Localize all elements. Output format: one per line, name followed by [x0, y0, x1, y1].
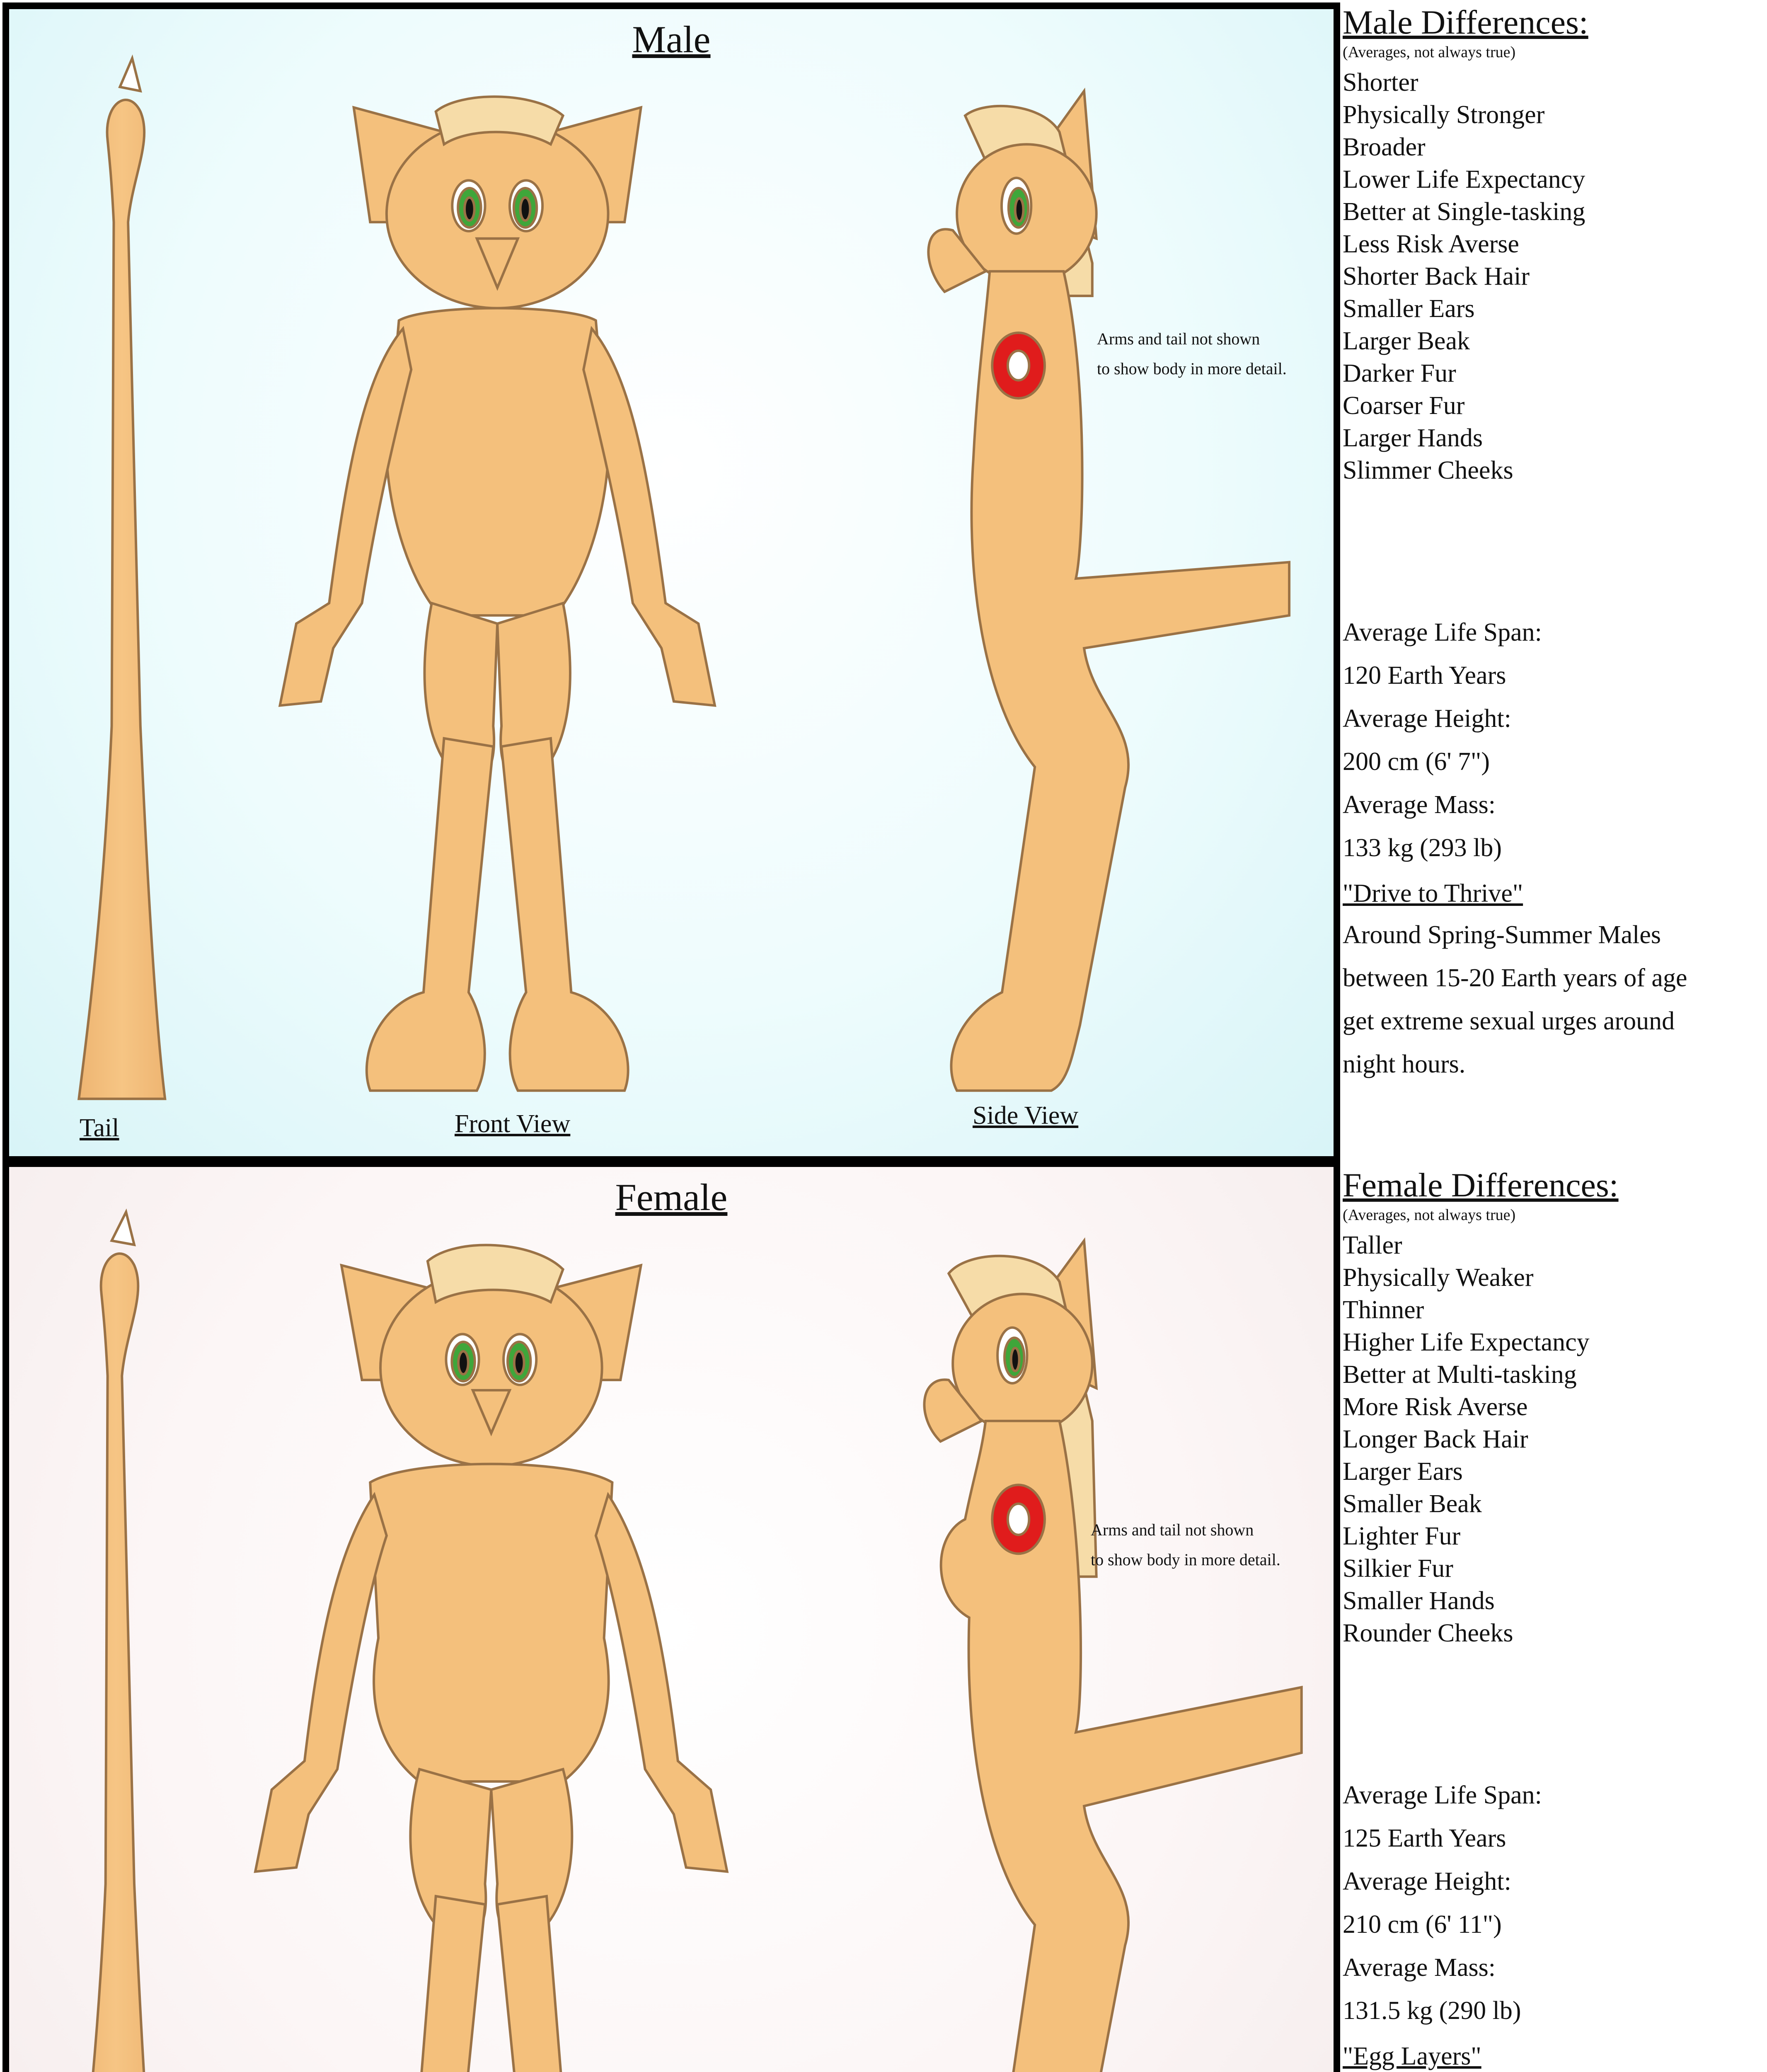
female-panel-title: Female [615, 1176, 728, 1218]
male-differences-column [1343, 2, 1767, 1086]
list-item: Coarser Fur [1343, 392, 1465, 420]
female-arms-note-line-1: Arms and tail not shown [1091, 1520, 1254, 1539]
male-side-view-label: Side View [973, 1101, 1079, 1130]
male-trait-line-3: get extreme sexual urges around [1343, 1007, 1675, 1035]
male-height-label: Average Height: [1343, 704, 1511, 733]
list-item: Longer Back Hair [1343, 1425, 1528, 1453]
list-item: Slimmer Cheeks [1343, 456, 1513, 484]
female-mass-value: 131.5 kg (290 lb) [1343, 1997, 1521, 2025]
female-mass-label: Average Mass: [1343, 1953, 1496, 1982]
female-tail-drawing [73, 1212, 159, 2072]
list-item: Darker Fur [1343, 359, 1456, 387]
spacer [1343, 1649, 1767, 1774]
male-mass-label: Average Mass: [1343, 791, 1496, 819]
list-item: Lighter Fur [1343, 1522, 1461, 1550]
list-item: Rounder Cheeks [1343, 1619, 1513, 1647]
list-item: Higher Life Expectancy [1343, 1328, 1590, 1356]
female-trait-title: "Egg Layers" [1343, 2042, 1481, 2070]
female-arms-note [1091, 1515, 1280, 1575]
list-item: Better at Single-tasking [1343, 198, 1585, 226]
male-tail-label: Tail [80, 1114, 119, 1142]
female-life-span-value: 125 Earth Years [1343, 1824, 1506, 1852]
male-trait-line-4: night hours. [1343, 1050, 1466, 1078]
spacer [1343, 487, 1767, 611]
list-item: Thinner [1343, 1296, 1424, 1324]
female-differences-column [1343, 1165, 1767, 2072]
male-mass-value: 133 kg (293 lb) [1343, 834, 1502, 862]
list-item: Silkier Fur [1343, 1554, 1453, 1583]
list-item: Smaller Beak [1343, 1490, 1482, 1518]
list-item: Smaller Ears [1343, 295, 1475, 323]
list-item: Larger Hands [1343, 424, 1483, 452]
male-trait-line-2: between 15-20 Earth years of age [1343, 964, 1687, 992]
list-item: Larger Ears [1343, 1457, 1463, 1486]
female-arms-note-line-2: to show body in more detail. [1091, 1550, 1280, 1569]
male-reference-panel [2, 2, 1340, 1163]
list-item: Better at Multi-tasking [1343, 1360, 1577, 1389]
female-differences-title: Female Differences: [1343, 1166, 1619, 1204]
male-front-view-label: Front View [455, 1110, 571, 1138]
male-character-artwork [9, 9, 1334, 1156]
male-arms-note-line-1: Arms and tail not shown [1097, 329, 1260, 348]
female-height-value: 210 cm (6' 11") [1343, 1910, 1502, 1939]
female-side-view-drawing [924, 1241, 1301, 2072]
female-life-span-label: Average Life Span: [1343, 1781, 1542, 1809]
male-height-value: 200 cm (6' 7") [1343, 748, 1490, 776]
male-side-view-drawing [928, 91, 1289, 1091]
male-panel-title: Male [632, 18, 711, 61]
female-differences-note: (Averages, not always true) [1343, 1206, 1516, 1224]
male-tail-drawing [79, 58, 165, 1099]
list-item: Lower Life Expectancy [1343, 165, 1585, 194]
list-item: Larger Beak [1343, 327, 1470, 355]
list-item: Less Risk Averse [1343, 230, 1519, 258]
female-front-view-drawing [255, 1245, 727, 2072]
male-front-view-drawing [280, 97, 714, 1091]
male-trait-line-1: Around Spring-Summer Males [1343, 921, 1661, 949]
female-reference-panel [2, 1160, 1340, 2072]
male-differences-title: Male Differences: [1343, 3, 1588, 41]
male-life-span-label: Average Life Span: [1343, 618, 1542, 646]
male-trait-title: "Drive to Thrive" [1343, 879, 1523, 908]
list-item: Taller [1343, 1231, 1402, 1259]
female-differences-list [1343, 1229, 1767, 1649]
list-item: Physically Stronger [1343, 101, 1545, 129]
list-item: Shorter Back Hair [1343, 262, 1530, 290]
list-item: Broader [1343, 133, 1426, 161]
list-item: More Risk Averse [1343, 1393, 1528, 1421]
male-differences-note: (Averages, not always true) [1343, 44, 1516, 61]
female-height-label: Average Height: [1343, 1867, 1511, 1895]
female-character-artwork [9, 1167, 1334, 2072]
male-arms-note [1097, 324, 1287, 384]
list-item: Shorter [1343, 68, 1418, 97]
list-item: Physically Weaker [1343, 1264, 1534, 1292]
male-life-span-value: 120 Earth Years [1343, 661, 1506, 690]
list-item: Smaller Hands [1343, 1587, 1495, 1615]
male-arms-note-line-2: to show body in more detail. [1097, 359, 1287, 378]
male-differences-list [1343, 66, 1767, 487]
